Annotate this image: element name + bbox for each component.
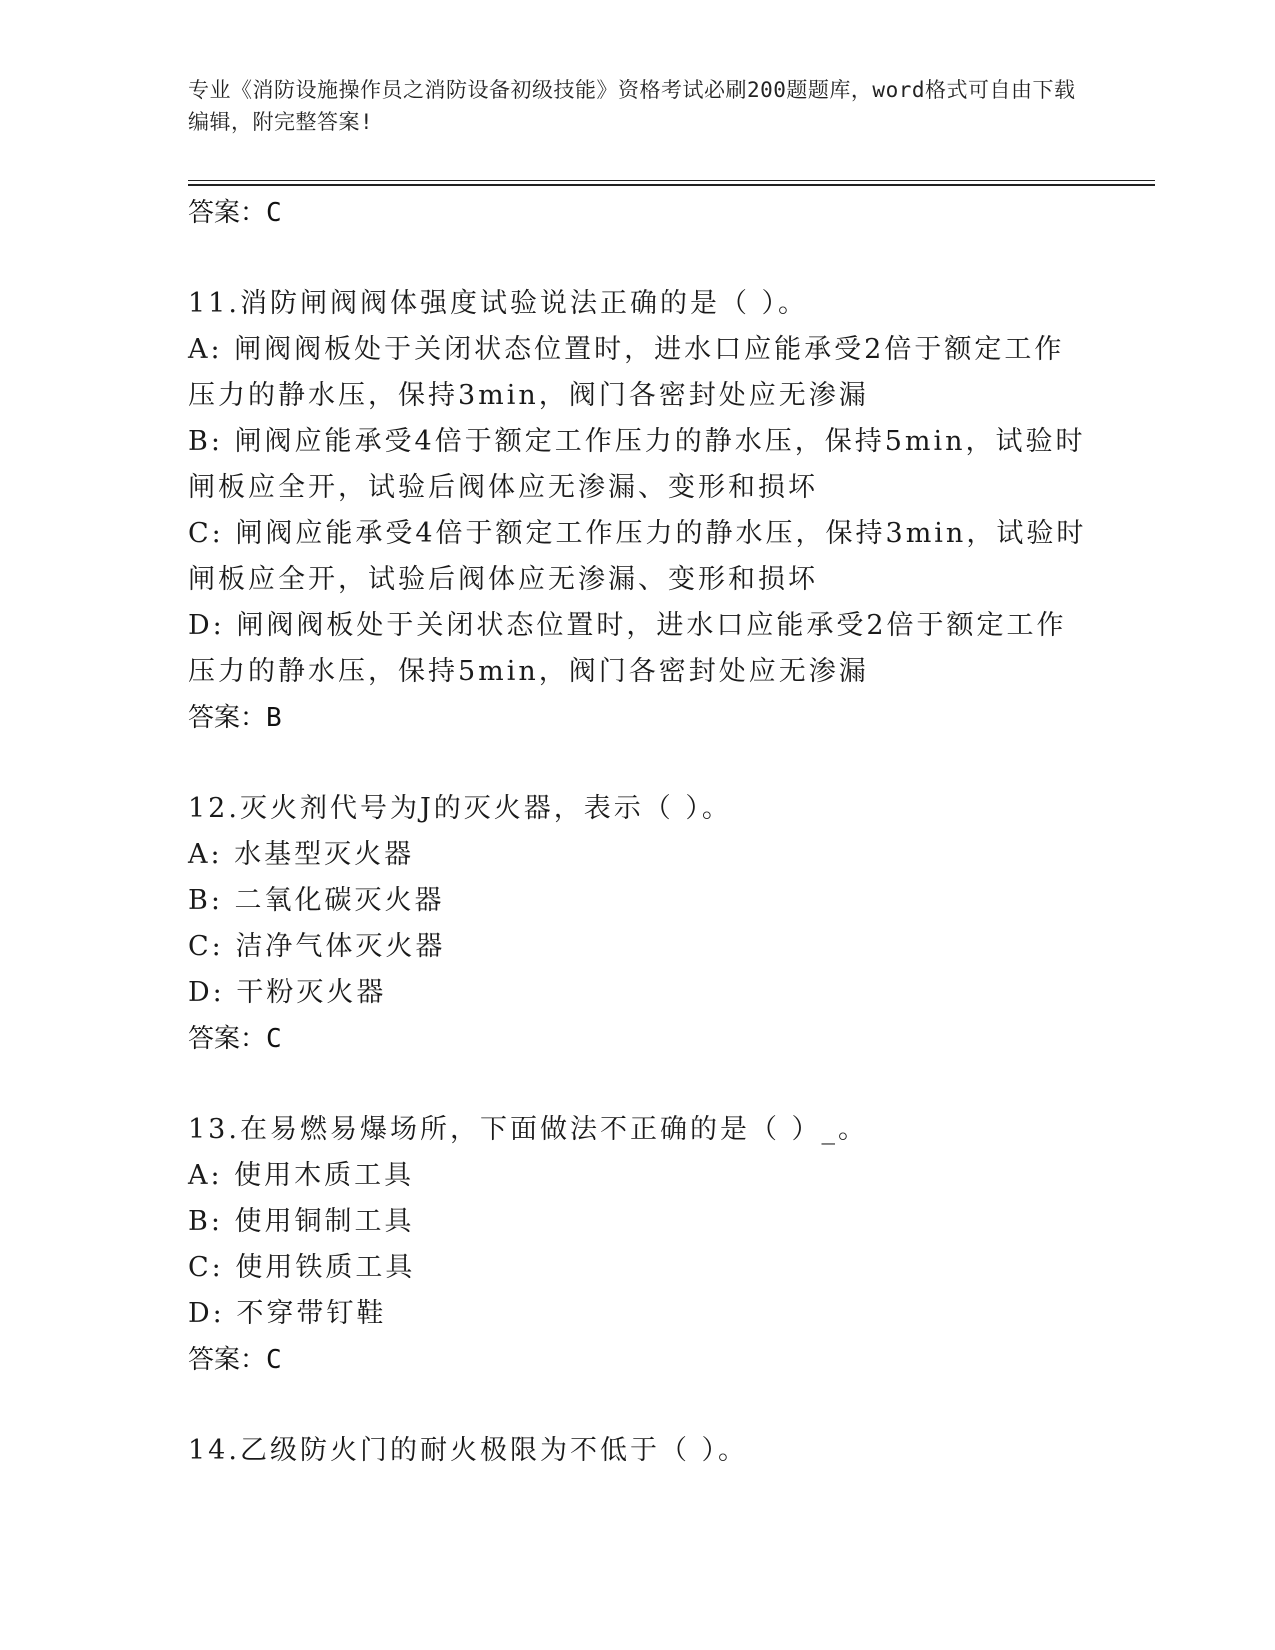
answer-label: 答案：C (188, 1345, 282, 1375)
block-gap (188, 741, 1088, 786)
question-option: D: 干粉灭火器 (188, 977, 387, 1008)
header-divider-thin (188, 180, 1155, 181)
question-stem: 12.灭火剂代号为J的灭火器，表示（ ）。 (188, 793, 732, 824)
answer-label: 答案：C (188, 198, 282, 228)
block-gap (188, 236, 1088, 281)
question-content (188, 190, 1088, 1474)
question-option: A: 闸阀阀板处于关闭状态位置时，进水口应能承受2倍于额定工作压力的静水压，保持3min，阀门各密封处应无渗漏 (188, 334, 1065, 411)
answer-label: 答案：C (188, 1024, 282, 1054)
question-stem: 13.在易燃易爆场所，下面做法不正确的是（ ）_。 (188, 1114, 869, 1145)
question-option: B: 使用铜制工具 (188, 1206, 415, 1237)
question-option: D: 闸阀阀板处于关闭状态位置时，进水口应能承受2倍于额定工作压力的静水压，保持5min，阀门各密封处应无渗漏 (188, 610, 1067, 687)
document-header: 专业《消防设施操作员之消防设备初级技能》资格考试必刷200题题库，word格式可自由下载编辑，附完整答案! (188, 78, 1076, 134)
question-option: A: 水基型灭火器 (188, 839, 415, 870)
header-divider-thick (188, 184, 1155, 186)
question-option: B: 二氧化碳灭火器 (188, 885, 445, 916)
answer-label: 答案：B (188, 703, 282, 733)
question-option: B: 闸阀应能承受4倍于额定工作压力的静水压，保持5min，试验时闸板应全开，试验后阀体应无渗漏、变形和损坏 (188, 426, 1086, 503)
question-option: A: 使用木质工具 (188, 1160, 415, 1191)
question-option: C: 洁净气体灭火器 (188, 931, 446, 962)
question-option: D: 不穿带钉鞋 (188, 1298, 387, 1329)
question-stem: 11.消防闸阀阀体强度试验说法正确的是（ ）。 (188, 288, 809, 319)
question-stem: 14.乙级防火门的耐火极限为不低于（ ）。 (188, 1435, 749, 1466)
question-option: C: 使用铁质工具 (188, 1252, 416, 1283)
block-gap (188, 1383, 1088, 1428)
question-option: C: 闸阀应能承受4倍于额定工作压力的静水压，保持3min，试验时闸板应全开，试验后阀体应无渗漏、变形和损坏 (188, 518, 1087, 595)
block-gap (188, 1062, 1088, 1107)
